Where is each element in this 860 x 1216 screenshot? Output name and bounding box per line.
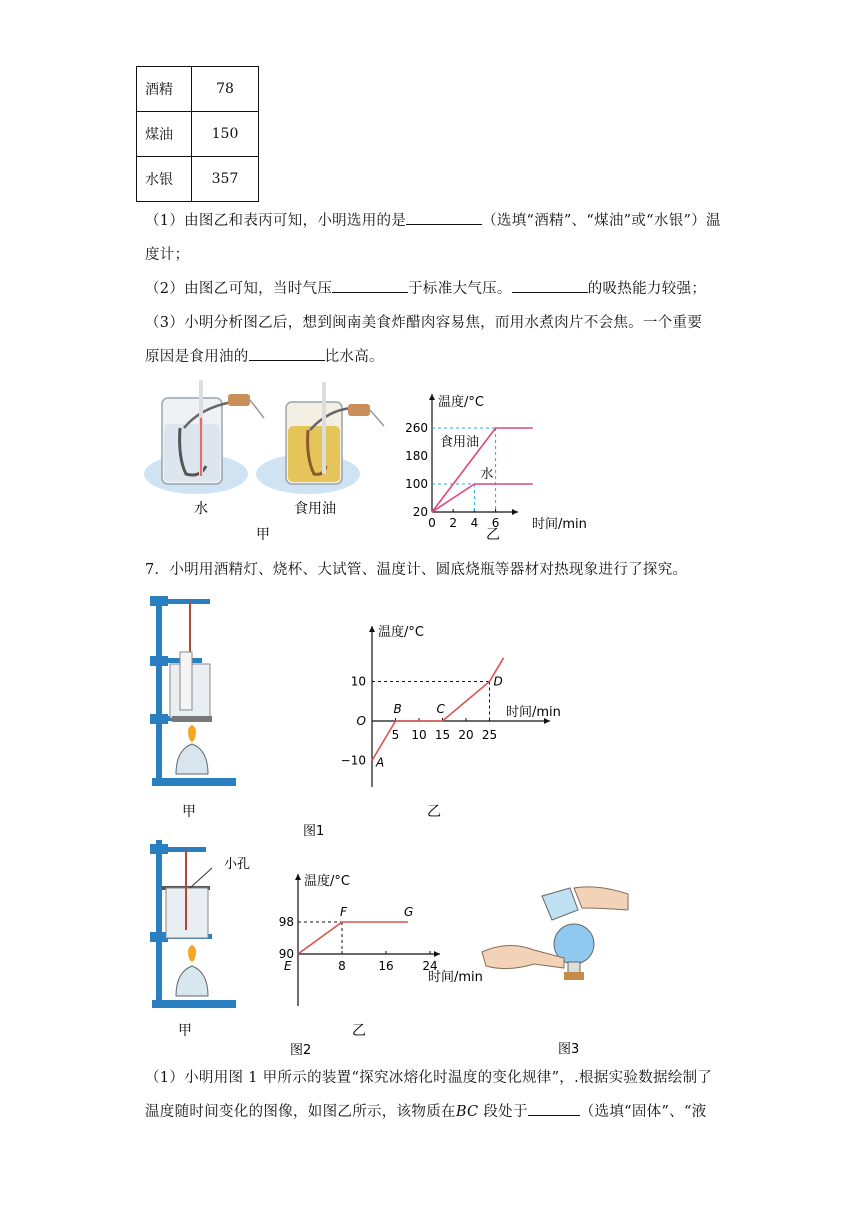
- question-6-part-2: [145, 272, 725, 306]
- text: （2）由图乙可知，当时气压: [145, 281, 333, 297]
- x-axis-label: 时间/min: [532, 517, 587, 532]
- y-axis-label: 温度/°C: [438, 395, 484, 410]
- point-label: G: [404, 905, 414, 919]
- x-tick-label: 24: [422, 959, 438, 973]
- flask-pouring-illustration: [482, 887, 628, 980]
- text: （选填“固体”、“液: [579, 1104, 707, 1120]
- x-tick-label: 20: [458, 728, 474, 742]
- label-small-hole: 小孔: [224, 857, 251, 872]
- caption-left: 甲: [182, 804, 196, 820]
- y-tick-label: −10: [340, 753, 366, 768]
- stand-apparatus-illustration: [150, 596, 236, 786]
- x-tick-label: 10: [411, 728, 427, 742]
- beaker-water-illustration: [144, 380, 264, 494]
- table-cell: 水银: [137, 157, 192, 202]
- table-row: [137, 67, 259, 112]
- x-tick-label: 16: [378, 959, 394, 973]
- chart-temperature-oil-water: [405, 394, 587, 532]
- label-oil: 食用油: [294, 501, 336, 517]
- text: 温度随时间变化的图像，如图乙所示，该物质在: [145, 1104, 456, 1120]
- text: 原因是食用油的: [145, 349, 249, 365]
- series-label: 食用油: [440, 435, 480, 450]
- y-tick-label: 10: [350, 674, 366, 689]
- point-label: C: [436, 702, 445, 716]
- y-tick-label: 260: [405, 421, 428, 435]
- point-label: F: [340, 905, 347, 919]
- caption-left: 甲: [178, 1023, 192, 1039]
- text: （3）小明分析图乙后，想到闽南美食炸醋肉容易焦，而用水煮肉片不会焦。一个重要: [145, 315, 703, 331]
- x-tick-label: 25: [481, 728, 498, 742]
- table-cell: 酒精: [137, 67, 192, 112]
- x-axis-label: 时间/min: [506, 705, 561, 720]
- segment-label: BC: [455, 1104, 479, 1120]
- y-tick-label: 100: [405, 477, 428, 491]
- x-tick-label: 5: [391, 728, 400, 742]
- y-axis-label: 温度/°C: [378, 625, 424, 640]
- melting-point-table: [136, 66, 259, 202]
- question-6-part-3: [145, 306, 725, 374]
- y-tick-label: 180: [405, 449, 428, 463]
- x-axis-arrow: [512, 509, 518, 515]
- answer-blank[interactable]: [332, 276, 408, 293]
- series-label: 水: [480, 467, 494, 482]
- point-label: D: [493, 674, 503, 689]
- series-line: [432, 484, 533, 512]
- x-tick-label: 8: [338, 959, 346, 973]
- caption-right: 乙: [352, 1023, 366, 1039]
- y-axis-arrow: [429, 394, 435, 400]
- y-tick-label: 98: [278, 915, 294, 929]
- caption-figure-1: 图1: [303, 824, 325, 839]
- text: 段处于: [478, 1104, 528, 1120]
- table-cell: 78: [192, 67, 259, 112]
- text: 的吸热能力较强；: [587, 281, 707, 297]
- x-tick-label: 15: [434, 728, 451, 742]
- label-water: 水: [194, 501, 208, 517]
- table-cell: 煤油: [137, 112, 192, 157]
- x-axis-arrow: [434, 951, 440, 957]
- y-tick-label: 90: [278, 947, 294, 961]
- x-tick-label: 2: [449, 516, 458, 530]
- caption-left: 甲: [256, 527, 270, 543]
- question-6-part-1: [145, 204, 725, 272]
- answer-blank[interactable]: [249, 344, 325, 361]
- caption-right: 乙: [486, 527, 500, 543]
- point-label: E: [284, 959, 292, 973]
- figure-3: [478, 880, 638, 1060]
- x-tick-label: 4: [470, 516, 479, 530]
- answer-blank[interactable]: [406, 208, 482, 225]
- y-axis-arrow: [369, 626, 375, 632]
- point-label: B: [393, 702, 402, 716]
- text: （1）由图乙和表丙可知，小明选用的是: [145, 213, 407, 229]
- text: 度计；: [145, 247, 190, 263]
- text: （选填“酒精”、“煤油”或“水银”）温: [482, 213, 721, 229]
- figure-1: [140, 590, 580, 840]
- figure-2: [140, 840, 500, 1060]
- y-axis-label: 温度/°C: [304, 874, 350, 889]
- text: 比水高。: [324, 349, 384, 365]
- table-row: [137, 112, 259, 157]
- caption-figure-2: 图2: [290, 1043, 312, 1058]
- table-cell: 357: [192, 157, 259, 202]
- y-tick-label: O: [356, 714, 366, 728]
- chart-ice-melting: [341, 624, 561, 787]
- data-line: [298, 922, 408, 954]
- y-tick-label: 20: [412, 505, 428, 519]
- table-cell: 150: [192, 112, 259, 157]
- text: 于标准大气压。: [408, 281, 512, 297]
- point-label: A: [376, 755, 385, 770]
- table-row: [137, 157, 259, 202]
- text: （1）小明用图 1 甲所示的装置“探究冰熔化时温度的变化规律”，.根据实验数据绘制了: [145, 1070, 713, 1086]
- x-tick-label: 0: [428, 516, 436, 530]
- y-axis-arrow: [295, 874, 301, 880]
- x-tick-label: 6: [491, 516, 500, 530]
- chart-water-boiling: [279, 873, 483, 1006]
- answer-blank[interactable]: [512, 276, 588, 293]
- figure-6: [140, 378, 620, 543]
- caption-figure-3: 图3: [558, 1042, 580, 1057]
- x-axis-label: 时间/min: [428, 970, 483, 985]
- question-7-title: 7．小明用酒精灯、烧杯、大试管、温度计、圆底烧瓶等器材对热现象进行了探究。: [145, 562, 688, 578]
- answer-blank[interactable]: [528, 1099, 580, 1116]
- beaker-oil-illustration: [256, 382, 384, 494]
- question-7-part-1: [145, 1061, 725, 1129]
- caption-right: 乙: [427, 804, 441, 820]
